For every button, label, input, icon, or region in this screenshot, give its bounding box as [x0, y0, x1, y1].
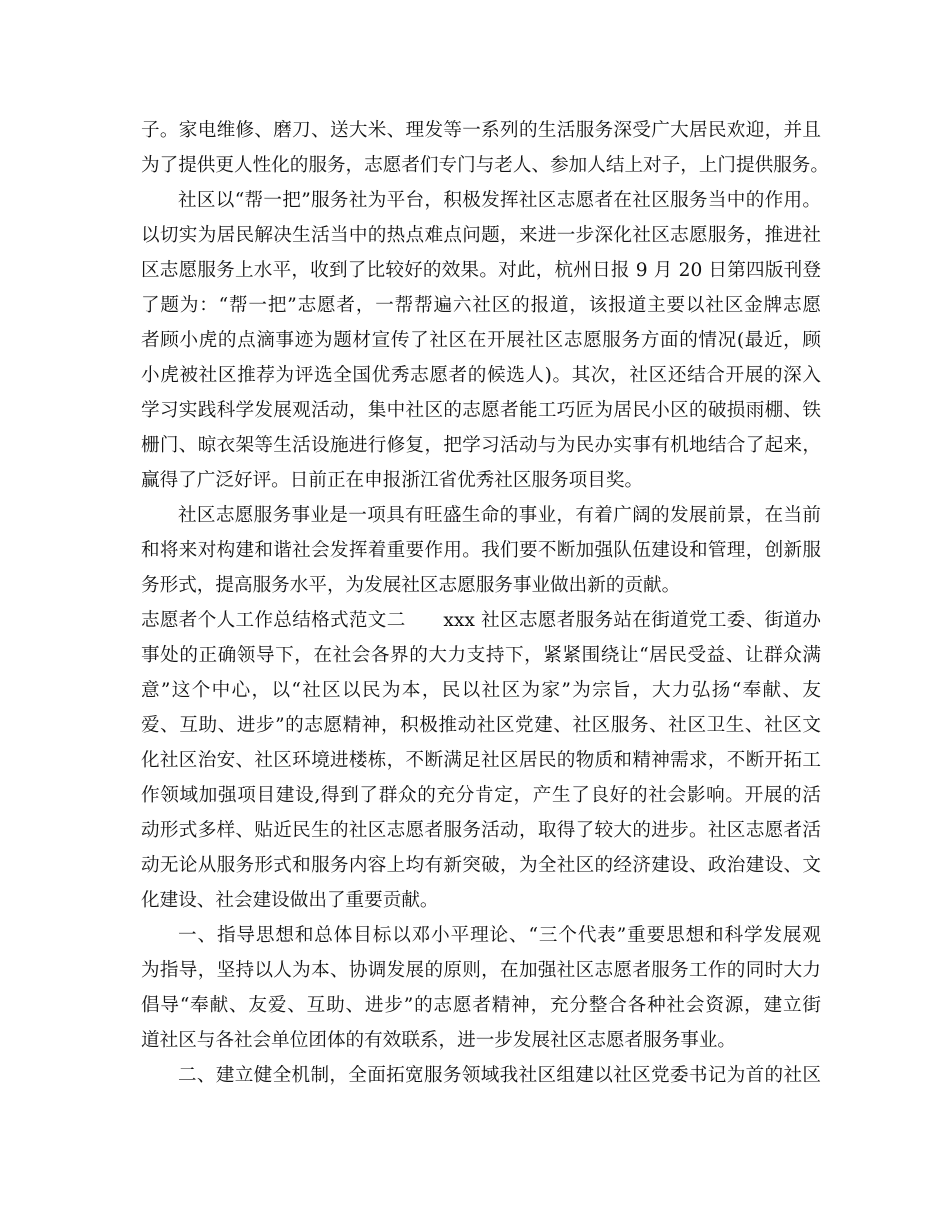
document-line: 者顾小虎的点滴事迹为题材宣传了社区在开展社区志愿服务方面的情况(最近，顾	[141, 330, 821, 351]
document-line: 志愿者个人工作总结格式范文二 xxx 社区志愿者服务站在街道党工委、街道办	[141, 610, 821, 631]
document-line: 社区志愿服务事业是一项具有旺盛生命的事业，有着广阔的发展前景，在当前	[178, 505, 821, 526]
document-line: 小虎被社区推荐为评选全国优秀志愿者的候选人)。其次，社区还结合开展的深入	[141, 365, 821, 386]
document-line: 以切实为居民解决生活当中的热点难点问题，来进一步深化社区志愿服务，推进社	[141, 225, 821, 246]
document-line: 爱、互助、进步”的志愿精神，积极推动社区党建、社区服务、社区卫生、社区文	[141, 715, 821, 736]
document-line: 作领域加强项目建设,得到了群众的充分肯定，产生了良好的社会影响。开展的活	[141, 785, 821, 806]
document-line: 二、建立健全机制，全面拓宽服务领域我社区组建以社区党委书记为首的社区	[178, 1065, 821, 1086]
document-line: 为了提供更人性化的服务，志愿者们专门与老人、参加人结上对子，上门提供服务。	[141, 155, 829, 176]
document-line: 动形式多样、贴近民生的社区志愿者服务活动，取得了较大的进步。社区志愿者活	[141, 820, 821, 841]
document-line: 化社区治安、社区环境进楼栋，不断满足社区居民的物质和精神需求，不断开拓工	[141, 750, 821, 771]
document-line: 倡导“奉献、友爱、互助、进步”的志愿者精神，充分整合各种社会资源，建立街	[141, 995, 821, 1016]
document-line: 社区以“帮一把”服务社为平台，积极发挥社区志愿者在社区服务当中的作用。	[178, 190, 821, 211]
document-line: 了题为：“帮一把”志愿者，一帮帮遍六社区的报道，该报道主要以社区金牌志愿	[141, 295, 821, 316]
document-line: 道社区与各社会单位团体的有效联系，进一步发展社区志愿者服务事业。	[141, 1030, 737, 1051]
document-line: 和将来对构建和谐社会发挥着重要作用。我们要不断加强队伍建设和管理，创新服	[141, 540, 821, 561]
document-line: 意”这个中心，以“社区以民为本，民以社区为家”为宗旨，大力弘扬“奉献、友	[141, 680, 821, 701]
document-line: 为指导，坚持以人为本、协调发展的原则，在加强社区志愿者服务工作的同时大力	[141, 960, 821, 981]
document-line: 区志愿服务上水平，收到了比较好的效果。对此，杭州日报 9 月 20 日第四版刊登	[141, 260, 821, 281]
document-line: 栅门、晾衣架等生活设施进行修复，把学习活动与为民办实事有机地结合了起来，	[141, 435, 821, 456]
document-line: 一、指导思想和总体目标以邓小平理论、“三个代表”重要思想和科学发展观	[178, 925, 821, 946]
document-line: 事处的正确领导下，在社会各界的大力支持下，紧紧围绕让“居民受益、让群众满	[141, 645, 821, 666]
document-line: 学习实践科学发展观活动，集中社区的志愿者能工巧匠为居民小区的破损雨棚、铁	[141, 400, 821, 421]
document-line: 务形式，提高服务水平，为发展社区志愿服务事业做出新的贡献。	[141, 575, 681, 596]
document-line: 子。家电维修、磨刀、送大米、理发等一系列的生活服务深受广大居民欢迎，并且	[141, 120, 821, 141]
document-line: 动无论从服务形式和服务内容上均有新突破，为全社区的经济建设、政治建设、文	[141, 855, 821, 876]
document-line: 赢得了广泛好评。日前正在申报浙江省优秀社区服务项目奖。	[141, 470, 644, 491]
document-body	[141, 113, 829, 1093]
document-line: 化建设、社会建设做出了重要贡献。	[141, 890, 439, 911]
